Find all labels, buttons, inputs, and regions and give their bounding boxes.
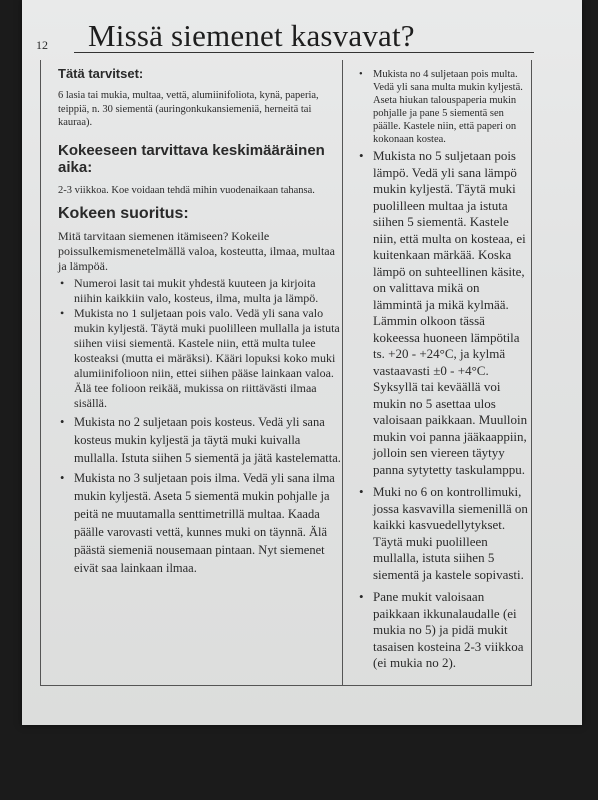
list-item: • Mukista no 4 suljetaan pois multa. Vedä yli sana multa mukin kyljestä. Aseta hiukan talouspaperia mukin pohjalle ja pane 5 siementä sen päälle. Kastele niin, että paperi on kokonaan kostea. xyxy=(373,68,531,146)
list-item: • Mukista no 5 suljetaan pois lämpö. Vedä yli sana lämpö mukin kyljestä. Täytä muki puolilleen multaa ja istuta siihen 5 siementä. Kastele niin, että multa on kosteaa, ei kuitenkaan märkää. Koska lämpö on suhteellinen käsite, on valittava mikä on lämmintä ja mikä kylmää. Lämmin olkoon tässä kokeessa huoneen lämpötila ts. +20 - +24°C, ja kylmä vastaavasti ±0 - +4°C. Syksyllä tai keväällä voi mukin no 5 asettaa ulos valoisaan paikkaan. Muulloin mukin voi panna jääkaappiin, jolloin sen viereen täytyy panna sytytetty taskulamppu. xyxy=(373,148,531,478)
section-heading-duration: Kokeeseen tarvittava keskimääräinen aika: xyxy=(58,141,325,176)
list-item: • Numeroi lasit tai mukit yhdestä kuuteen ja kirjoita niihin kaikkiin valo, kosteus, ilma, multa ja lämpö. xyxy=(74,276,342,306)
list-item: • Mukista no 1 suljetaan pois valo. Vedä yli sana valo mukin kyljestä. Täytä muki puolilleen mullalla ja istuta siihen viisi siementä. Kastele niin, että multa tulee kosteaksi (mutta ei märäksi). Kääri lopuksi koko muki alumiinifolioon niin, ettei siihen pääse lainkaan valoa. Älä tee folioon reikää, mukissa on riittävästi ilmaa sisällä. xyxy=(74,306,342,411)
procedure-list xyxy=(58,276,342,577)
list-item: • Muki no 6 on kontrollimuki, jossa kasvavilla siemenillä on kaikki kasvuedellytykset. Täytä muki puolilleen mullalla, istuta siihen 5 siementä ja kastele sopivasti. xyxy=(373,484,531,583)
title-rule xyxy=(74,52,534,53)
bottom-rule xyxy=(40,685,532,686)
list-item: • Mukista no 2 suljetaan pois kosteus. Vedä yli sana kosteus mukin kyljestä ja täytä muki kuivalla mullalla. Istuta siihen 5 siementä ja jätä kastelematta. xyxy=(74,413,342,467)
left-column xyxy=(40,60,342,577)
list-item: • Pane mukit valoisaan paikkaan ikkunalaudalle (ei mukia no 5) ja pidä mukit tasaisen kosteina 2-3 viikkoa (ei mukia no 2). xyxy=(373,589,531,672)
list-item: • Mukista no 3 suljetaan pois ilma. Vedä yli sana ilma mukin kyljestä. Aseta 5 siementä mukin pohjalle ja peitä ne muutamalla senttimetrillä multaa. Kaada päälle varovasti vettä, kunnes muki on täynnä. Älä päästä siemeniä nousemaan pintaan. Nyt siemenet eivät saa lainkaan ilmaa. xyxy=(74,469,342,577)
section-heading-materials: Tätä tarvitset: xyxy=(58,66,144,81)
right-column xyxy=(342,60,532,685)
materials-text: 6 lasia tai mukia, multaa, vettä, alumiinifoliota, kynä, paperia, teippiä, n. 30 siementä (auringonkukansiemeniä, herneitä tai kauraa). xyxy=(58,90,319,128)
duration-text: 2-3 viikkoa. Koe voidaan tehdä mihin vuodenaikaan tahansa. xyxy=(58,184,315,196)
section-heading-procedure: Kokeen suoritus: xyxy=(58,205,189,222)
page-number: 12 xyxy=(36,38,48,52)
page-title: Missä siemenet kasvavat? xyxy=(88,18,415,53)
procedure-intro: Mitä tarvitaan siemenen itämiseen? Kokeile poissulkemismenetelmällä valoa, kosteutta, ilmaa, multaa ja lämpöä. xyxy=(58,229,335,273)
procedure-list-continued xyxy=(357,60,531,672)
